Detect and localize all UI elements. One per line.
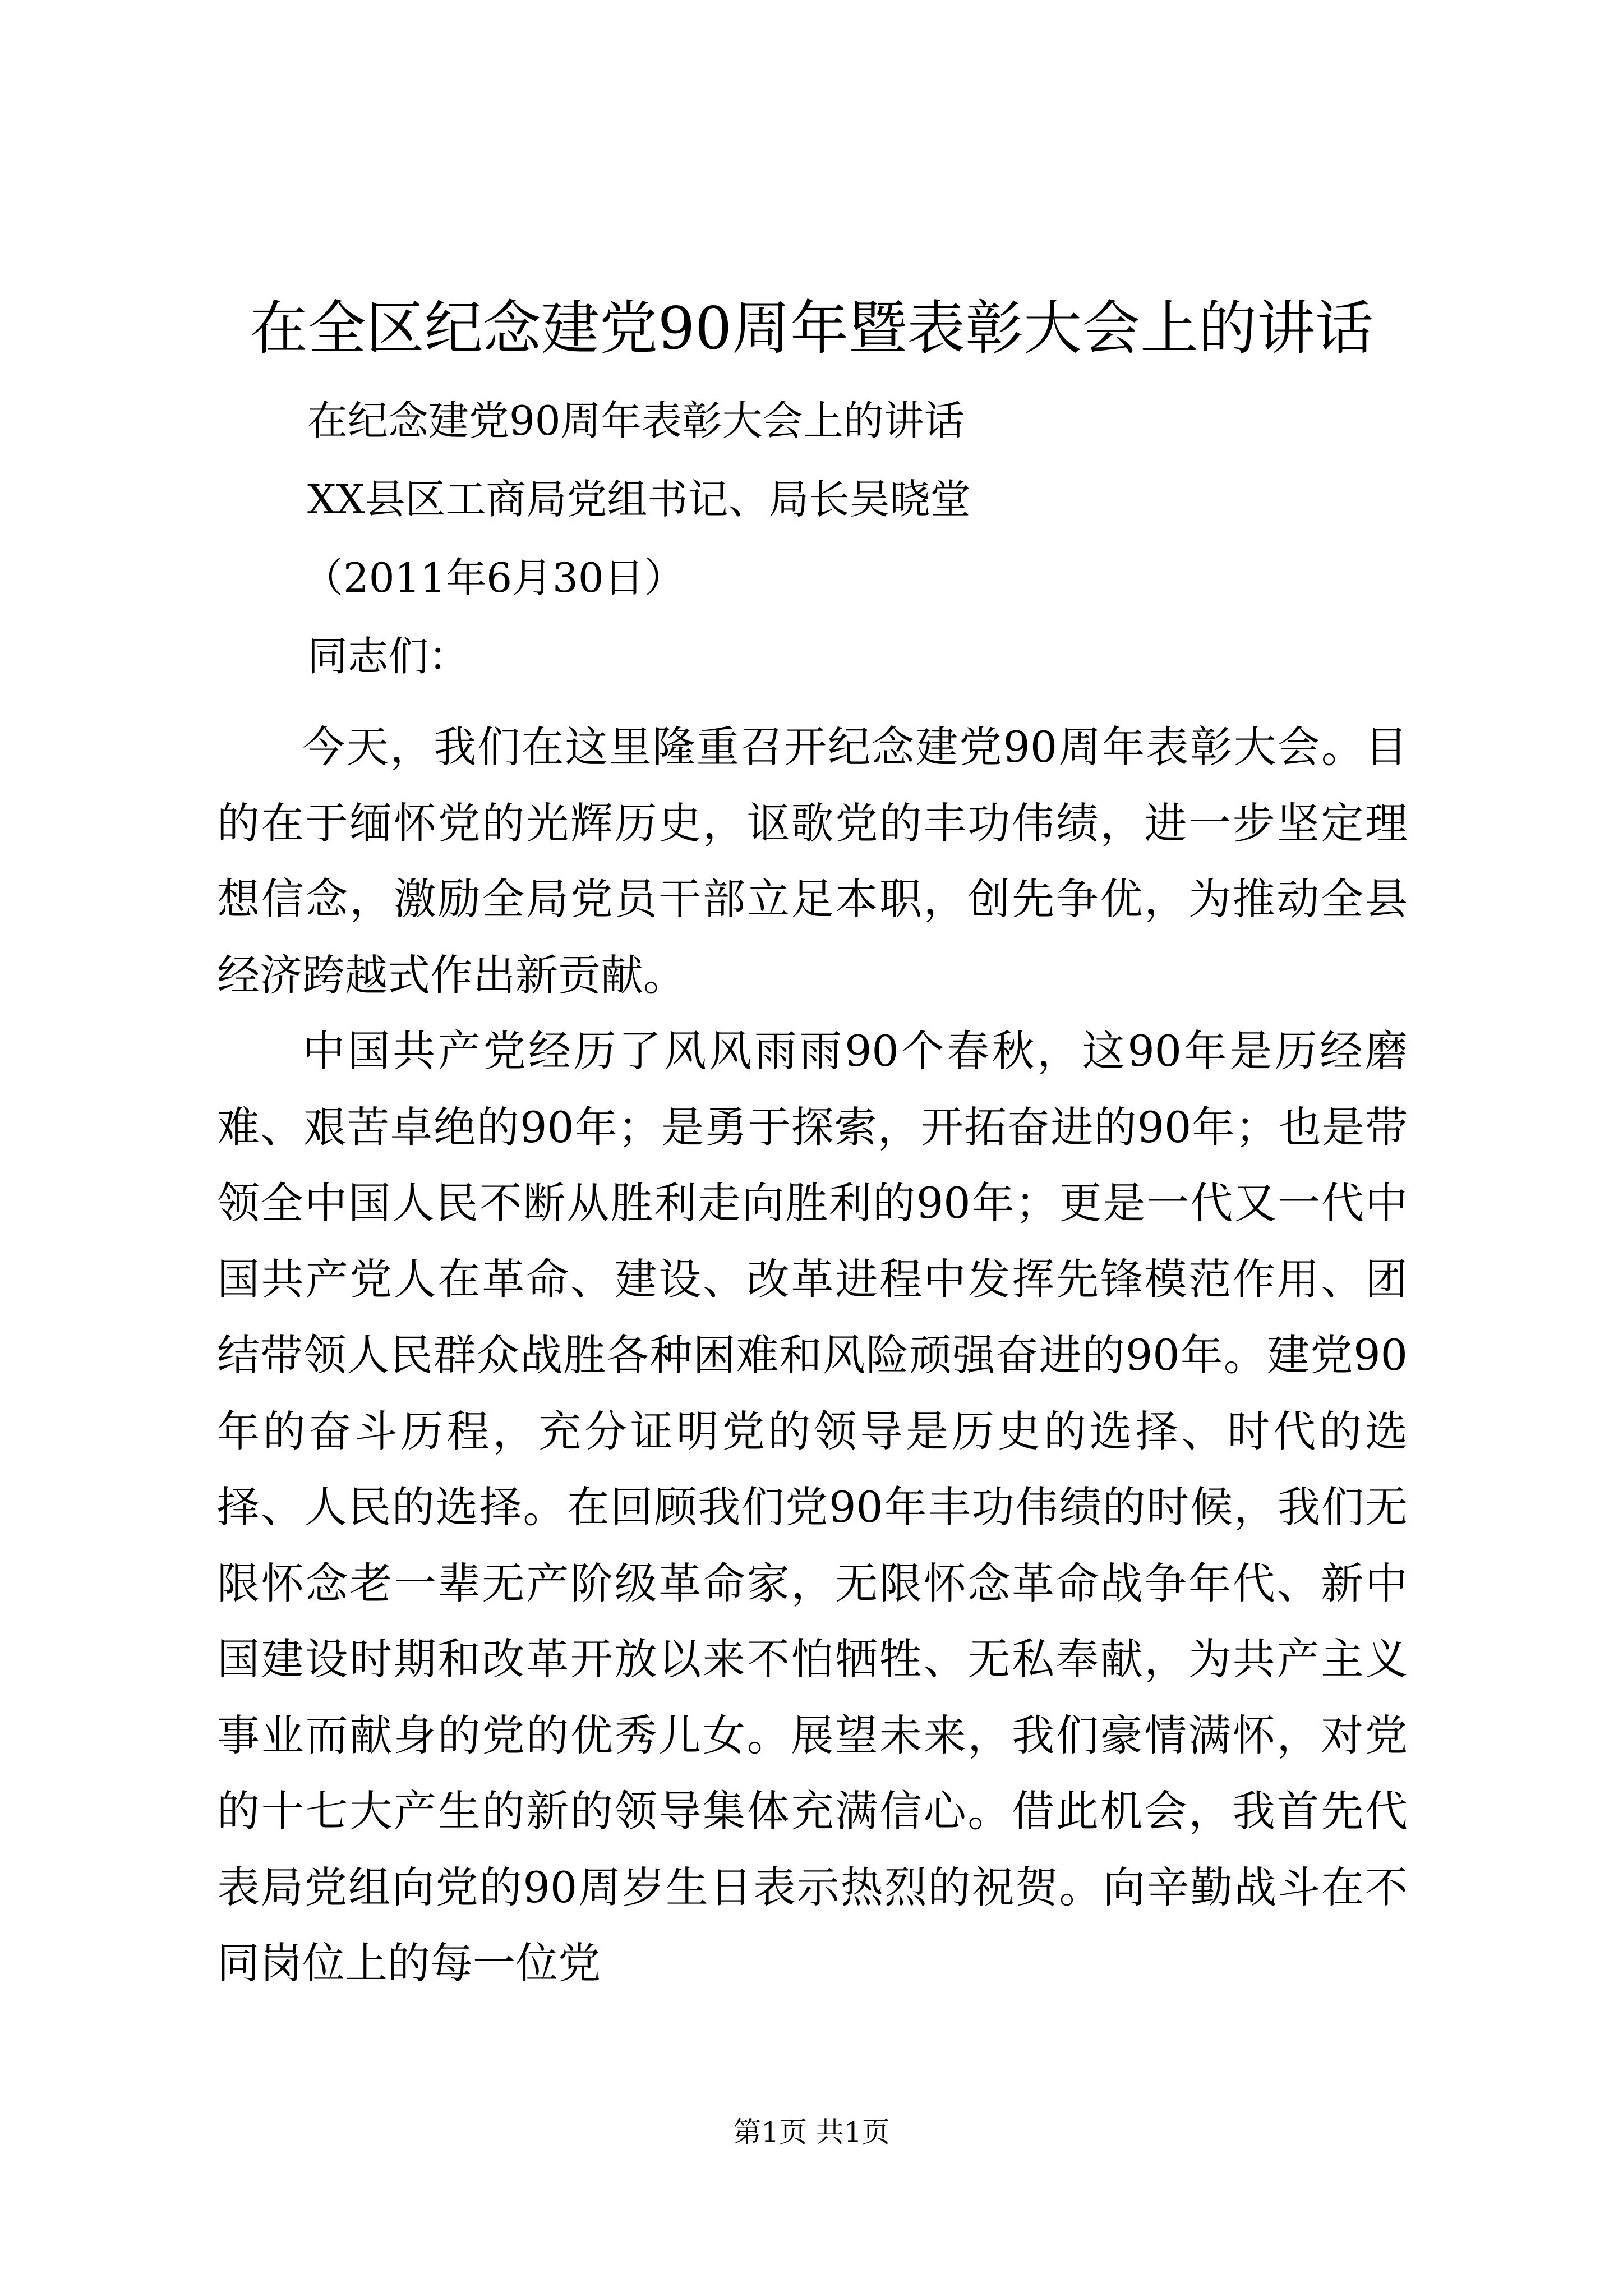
- speech-body: [217, 709, 1408, 2001]
- speaker-line: XX县区工商局党组书记、局长吴晓堂: [307, 476, 971, 523]
- speech-date: （2011年6月30日）: [303, 554, 685, 601]
- document-title: 在全区纪念建党90周年暨表彰大会上的讲话: [249, 294, 1374, 362]
- salutation: 同志们：: [307, 633, 469, 680]
- page-number-footer: 第1页 共1页: [733, 2116, 890, 2148]
- body-paragraph: 今天，我们在这里隆重召开纪念建党90周年表彰大会。目的在于缅怀党的光辉历史，讴歌党的丰功伟绩，进一步坚定理想信念，激励全局党员干部立足本职，创先争优，为推动全县经济跨越式作出新贡献。: [217, 722, 1408, 1000]
- body-paragraph: 中国共产党经历了风风雨雨90个春秋，这90年是历经磨难、艰苦卓绝的90年；是勇于探索，开拓奋进的90年；也是带领全中国人民不断从胜利走向胜利的90年；更是一代又一代中国共产党人在革命、建设、改革进程中发挥先锋模范作用、团结带领人民群众战胜各种困难和风险顽强奋进的90年。建党90年的奋斗历程，充分证明党的领导是历史的选择、时代的选择、人民的选择。在回顾我们党90年丰功伟绩的时候，我们无限怀念老一辈无产阶级革命家，无限怀念革命战争年代、新中国建设时期和改革开放以来不怕牺牲、无私奉献，为共产主义事业而献身的党的优秀儿女。展望未来，我们豪情满怀，对党的十七大产生的新的领导集体充满信心。借此机会，我首先代表局党组向党的90周岁生日表示热烈的祝贺。向辛勤战斗在不同岗位上的每一位党: [217, 1026, 1408, 1988]
- speech-subtitle: 在纪念建党90周年表彰大会上的讲话: [307, 397, 965, 444]
